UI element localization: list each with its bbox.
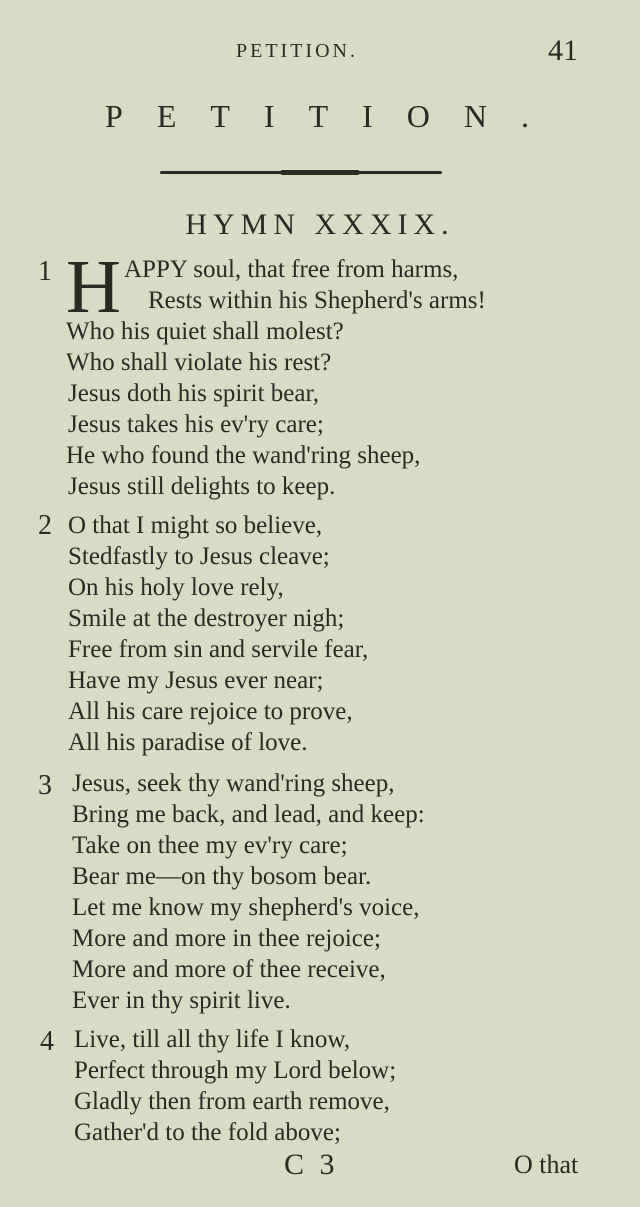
- verse-line: More and more of thee receive,: [72, 956, 386, 983]
- verse-line: Live, till all thy life I know,: [74, 1026, 351, 1053]
- verse-line: Free from sin and servile fear,: [68, 636, 369, 663]
- verse-line: O that I might so believe,: [68, 512, 323, 539]
- running-head: [0, 34, 640, 70]
- verse-line: Jesus still delights to keep.: [68, 473, 336, 500]
- verse-line: Gladly then from earth remove,: [74, 1088, 390, 1115]
- stanza-number: 4: [40, 1026, 54, 1057]
- page-footer: [0, 1148, 640, 1188]
- drop-cap: H: [66, 245, 121, 329]
- hymn-title: HYMN XXXIX.: [185, 208, 455, 241]
- stanza-number: 1: [38, 256, 52, 287]
- verse-line: All his care rejoice to prove,: [68, 698, 353, 725]
- verse-line: Jesus, seek thy wand'ring sheep,: [72, 770, 395, 797]
- running-title: PETITION.: [236, 40, 358, 62]
- verse-line: More and more in thee rejoice;: [72, 925, 381, 952]
- verse-line: APPY soul, that free from harms,: [124, 256, 459, 283]
- verse-line: Bear me—on thy bosom bear.: [72, 863, 372, 890]
- verse-line: Who his quiet shall molest?: [66, 318, 344, 345]
- section-title: PETITION.: [105, 98, 563, 134]
- verse-line: Smile at the destroyer nigh;: [68, 605, 345, 632]
- verse-line: Rests within his Shepherd's arms!: [148, 287, 486, 314]
- verse-line: Let me know my shepherd's voice,: [72, 894, 420, 921]
- verse-line: Stedfastly to Jesus cleave;: [68, 543, 330, 570]
- page-number: 41: [548, 34, 578, 67]
- verse-line: Bring me back, and lead, and keep:: [72, 801, 425, 828]
- signature-mark: C 3: [284, 1148, 339, 1181]
- verse-line: All his paradise of love.: [68, 729, 308, 756]
- verse-line: Have my Jesus ever near;: [68, 667, 324, 694]
- verse-line: Ever in thy spirit live.: [72, 987, 291, 1014]
- stanza-number: 3: [38, 770, 52, 801]
- verse-line: Gather'd to the fold above;: [74, 1119, 341, 1146]
- stanza-number: 2: [38, 510, 52, 541]
- catchword: O that: [514, 1150, 579, 1179]
- verse-line: On his holy love rely,: [68, 574, 284, 601]
- verse-line: Jesus doth his spirit bear,: [68, 380, 320, 407]
- verse-line: Take on thee my ev'ry care;: [72, 832, 348, 859]
- verse-line: Who shall violate his rest?: [66, 349, 332, 376]
- verse-line: Jesus takes his ev'ry care;: [68, 411, 324, 438]
- verse-line: He who found the wand'ring sheep,: [66, 442, 421, 469]
- verse-line: Perfect through my Lord below;: [74, 1057, 397, 1084]
- ornamental-rule: [160, 171, 442, 174]
